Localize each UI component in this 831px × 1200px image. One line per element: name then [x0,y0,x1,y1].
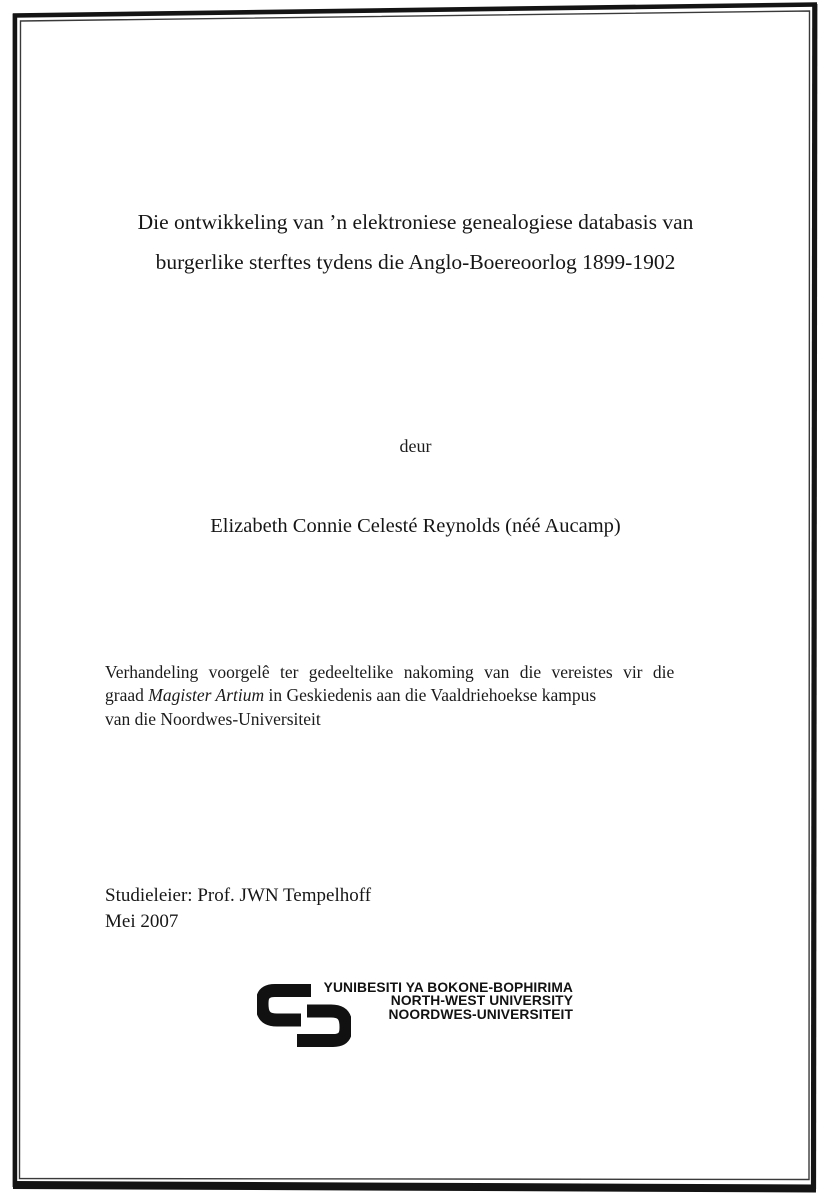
author-name: Elizabeth Connie Celesté Reynolds (néé Aucamp) [210,515,621,537]
degree-statement-line2-suffix: in Geskiedenis aan die Vaaldriehoekse kampus [264,685,597,706]
university-logo [256,975,586,1057]
imprint-block [105,883,371,934]
university-name-setswana: YUNIBESITI YA BOKONE-BOPHIRIMA [323,980,573,995]
university-name-english: NORTH-WEST UNIVERSITY [390,993,573,1009]
university-name-afrikaans: NOORDWES-UNIVERSITEIT [388,1006,573,1022]
thesis-title-line1: Die ontwikkeling van ’n elektroniese genealogiese databasis van [137,210,694,234]
thesis-title [0,202,831,282]
degree-statement-line2-prefix: graad [105,685,149,706]
degree-statement-line3: van die Noordwes-Universiteit [105,708,321,729]
date-line: Mei 2007 [105,910,179,932]
byline-preposition: deur [399,436,432,456]
university-logo-text [318,981,573,1021]
supervisor-line: Studieleier: Prof. JWN Tempelhoff [105,885,372,906]
degree-statement [105,661,750,731]
degree-statement-line2 [105,684,750,707]
degree-statement-line1: Verhandeling voorgelê ter gedeeltelike nakoming van die vereistes vir die [105,662,675,682]
thesis-title-line2: burgerlike sterftes tydens die Anglo-Boereoorlog 1899-1902 [155,250,676,274]
degree-name: Magister Artium [148,685,265,706]
